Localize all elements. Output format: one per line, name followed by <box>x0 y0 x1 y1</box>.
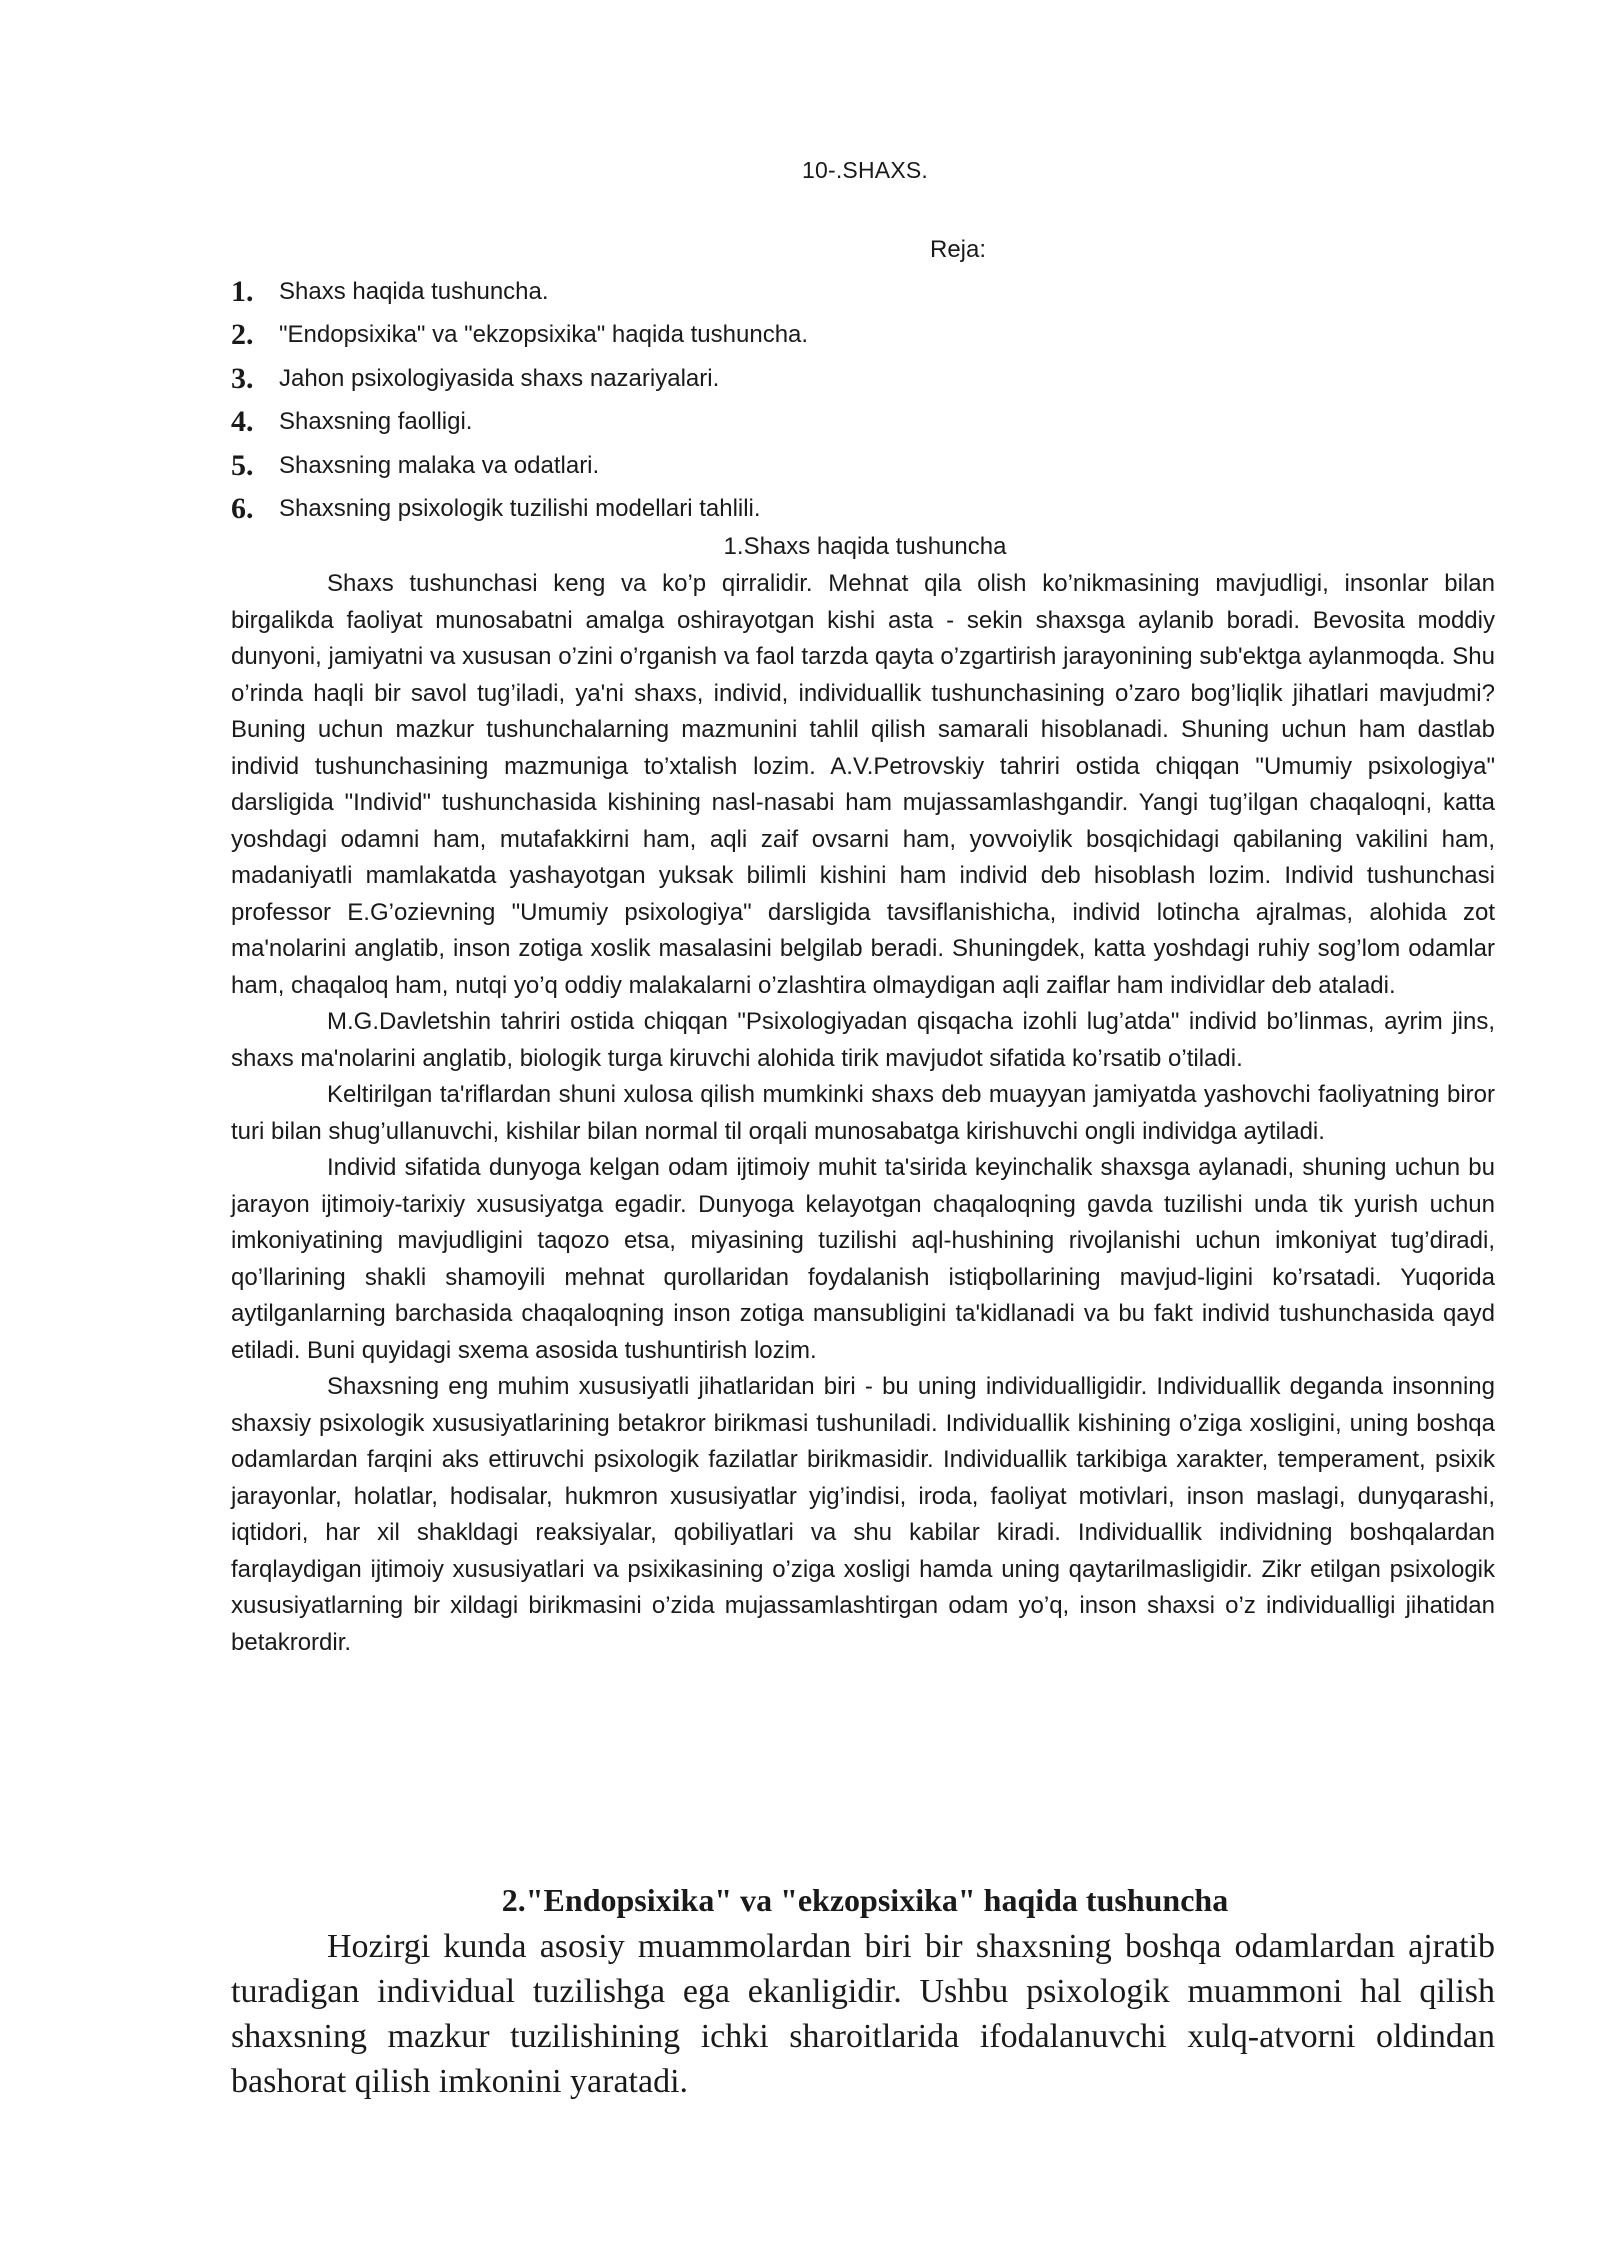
plan-item-number: 5. <box>231 448 254 482</box>
body-paragraph: Shaxs tushunchasi keng va ko’p qirralidir. Mehnat qila olish ko’nikmasining mavjudligi, insonlar bilan birgalikda faoliyat munosabatni amalga oshirayotgan kishi asta - sekin shaxsga aylanib boradi. Bevosita moddiy dunyoni, jamiyatni va xususan o’zini o’rganish va faol tarzda qayta o’zgartirish jarayonining sub'ektga aylanmoqda. Shu o’rinda haqli bir savol tug’iladi, ya'ni shaxs, individ, individuallik tushunchasining o’zaro bog’liqlik jihatlari mavjudmi? Buning uchun mazkur tushunchalarning mazmunini tahlil qilish samarali hisoblanadi. Shuning uchun ham dastlab individ tushunchasining mazmuniga to’xtalish lozim. A.V.Petrovskiy tahriri ostida chiqqan "Umumiy psixologiya" darsligida "Individ" tushunchasida kishining nasl-nasabi ham mujassamlashgandir. Yangi tug’ilgan chaqaloqni, katta yoshdagi odamni ham, mutafakkirni ham, aqli zaif ovsarni ham, yovvoiylik bosqichidagi qabilaning vakilini ham, madaniyatli mamlakatda yashayotgan yuksak bilimli kishini ham individ deb hisoblash lozim. Individ tushunchasi professor E.G’ozievning "Umumiy psixologiya" darsligida tavsiflanishicha, individ lotincha ajralmas, alohida zot ma'nolarini anglatib, inson zotiga xoslik masalasini belgilab beradi. Shuningdek, katta yoshdagi ruhiy sog’lom odamlar ham, chaqaloq ham, nutqi yo’q oddiy malakalarni o’zlashtira olmaydigan aqli zaiflar ham individlar deb ataladi. <box>231 570 1495 999</box>
plan-item-number: 4. <box>231 405 254 439</box>
section1-heading: 1.Shaxs haqida tushuncha <box>723 533 1007 560</box>
body-paragraph: Keltirilgan ta'riflardan shuni xulosa qilish mumkinki shaxs deb muayyan jamiyatda yashovchi faoliyatning biror turi bilan shug’ullanuvchi, kishilar bilan normal til orqali munosabatga kirishuvchi ongli individga aytiladi. <box>231 1081 1495 1145</box>
plan-item <box>231 314 808 358</box>
body-paragraph: Individ sifatida dunyoga kelgan odam ijtimoiy muhit ta'sirida keyinchalik shaxsga aylanadi, shuning uchun bu jarayon ijtimoiy-tarixiy xususiyatga egadir. Dunyoga kelayotgan chaqaloqning gavda tuzilishi unda tik yurish uchun imkoniyatining mavjudligini taqozo etsa, miyasining tuzilishi aql-hushining rivojlanishi uchun imkoniyat tug’diradi, qo’llarining shakli shamoyili mehnat qurollaridan foydalanish istiqbollarining mavjud-ligini ko’rsatadi. Yuqorida aytilganlarning barchasida chaqaloqning inson zotiga mansubligini ta'kidlanadi va bu fakt individ tushunchasida qayd etiladi. Buni quyidagi sxema asosida tushuntirish lozim. <box>231 1154 1495 1364</box>
plan-item-text: Shaxsning psixologik tuzilishi modellari tahlili. <box>279 495 761 523</box>
plan-item-text: Shaxsning malaka va odatlari. <box>279 451 600 479</box>
section1-body <box>231 566 1495 1661</box>
plan-item-number: 2. <box>231 318 254 352</box>
plan-list <box>231 270 808 531</box>
section2-heading: 2."Endopsixika" va "ekzopsixika" haqida tushuncha <box>501 1882 1229 1918</box>
plan-item <box>231 444 808 488</box>
plan-item-text: Shaxs haqida tushuncha. <box>279 277 549 305</box>
section2-body <box>231 1924 1495 2104</box>
plan-item <box>231 270 808 314</box>
plan-item <box>231 357 808 401</box>
plan-item-text: Jahon psixologiyasida shaxs nazariyalari. <box>279 364 720 392</box>
plan-item <box>231 401 808 445</box>
document-title: 10-.SHAXS. <box>802 157 928 183</box>
body-paragraph: Hozirgi kunda asosiy muammolardan biri bir shaxsning boshqa odamlardan ajratib turadigan individual tuzilishga ega ekanligidir. Ushbu psixologik muammoni hal qilish shaxsning mazkur tuzilishining ichki sharoitlarida ifodalanuvchi xulq-atvorni oldindan bashorat qilish imkonini yaratadi. <box>231 1928 1495 2100</box>
plan-item <box>231 488 808 532</box>
plan-item-text: Shaxsning faolligi. <box>279 408 473 436</box>
plan-item-text: "Endopsixika" va "ekzopsixika" haqida tushuncha. <box>279 321 809 349</box>
body-paragraph: M.G.Davletshin tahriri ostida chiqqan "Psixologiyadan qisqacha izohli lug’atda" individ bo’linmas, ayrim jins, shaxs ma'nolarini anglatib, biologik turga kiruvchi alohida tirik mavjudot sifatida ko’rsatib o’tiladi. <box>231 1008 1495 1072</box>
plan-label: Reja: <box>930 236 987 263</box>
plan-item-number: 1. <box>231 274 254 308</box>
plan-item-number: 3. <box>231 361 254 395</box>
plan-item-number: 6. <box>231 492 254 526</box>
body-paragraph: Shaxsning eng muhim xususiyatli jihatlaridan biri - bu uning individualligidir. Individuallik deganda insonning shaxsiy psixologik xususiyatlarining betakror birikmasi tushuniladi. Individuallik kishining o’ziga xosligini, uning boshqa odamlardan farqini aks ettiruvchi psixologik fazilatlar birikmasidir. Individuallik tarkibiga xarakter, temperament, psixik jarayonlar, holatlar, hodisalar, hukmron xususiyatlar yig’indisi, iroda, faoliyat motivlari, inson maslagi, dunyqarashi, iqtidori, har xil shakldagi reaksiyalar, qobiliyatlari va shu kabilar kiradi. Individuallik individning boshqalardan farqlaydigan ijtimoiy xususiyatlari va psixikasining o’ziga xosligi hamda uning qaytarilmasligidir. Zikr etilgan psixologik xususiyatlarning bir xildagi birikmasini o’zida mujassamlashtirgan odam yo’q, inson shaxsi o’z individualligi jihatidan betakrordir. <box>231 1373 1495 1656</box>
